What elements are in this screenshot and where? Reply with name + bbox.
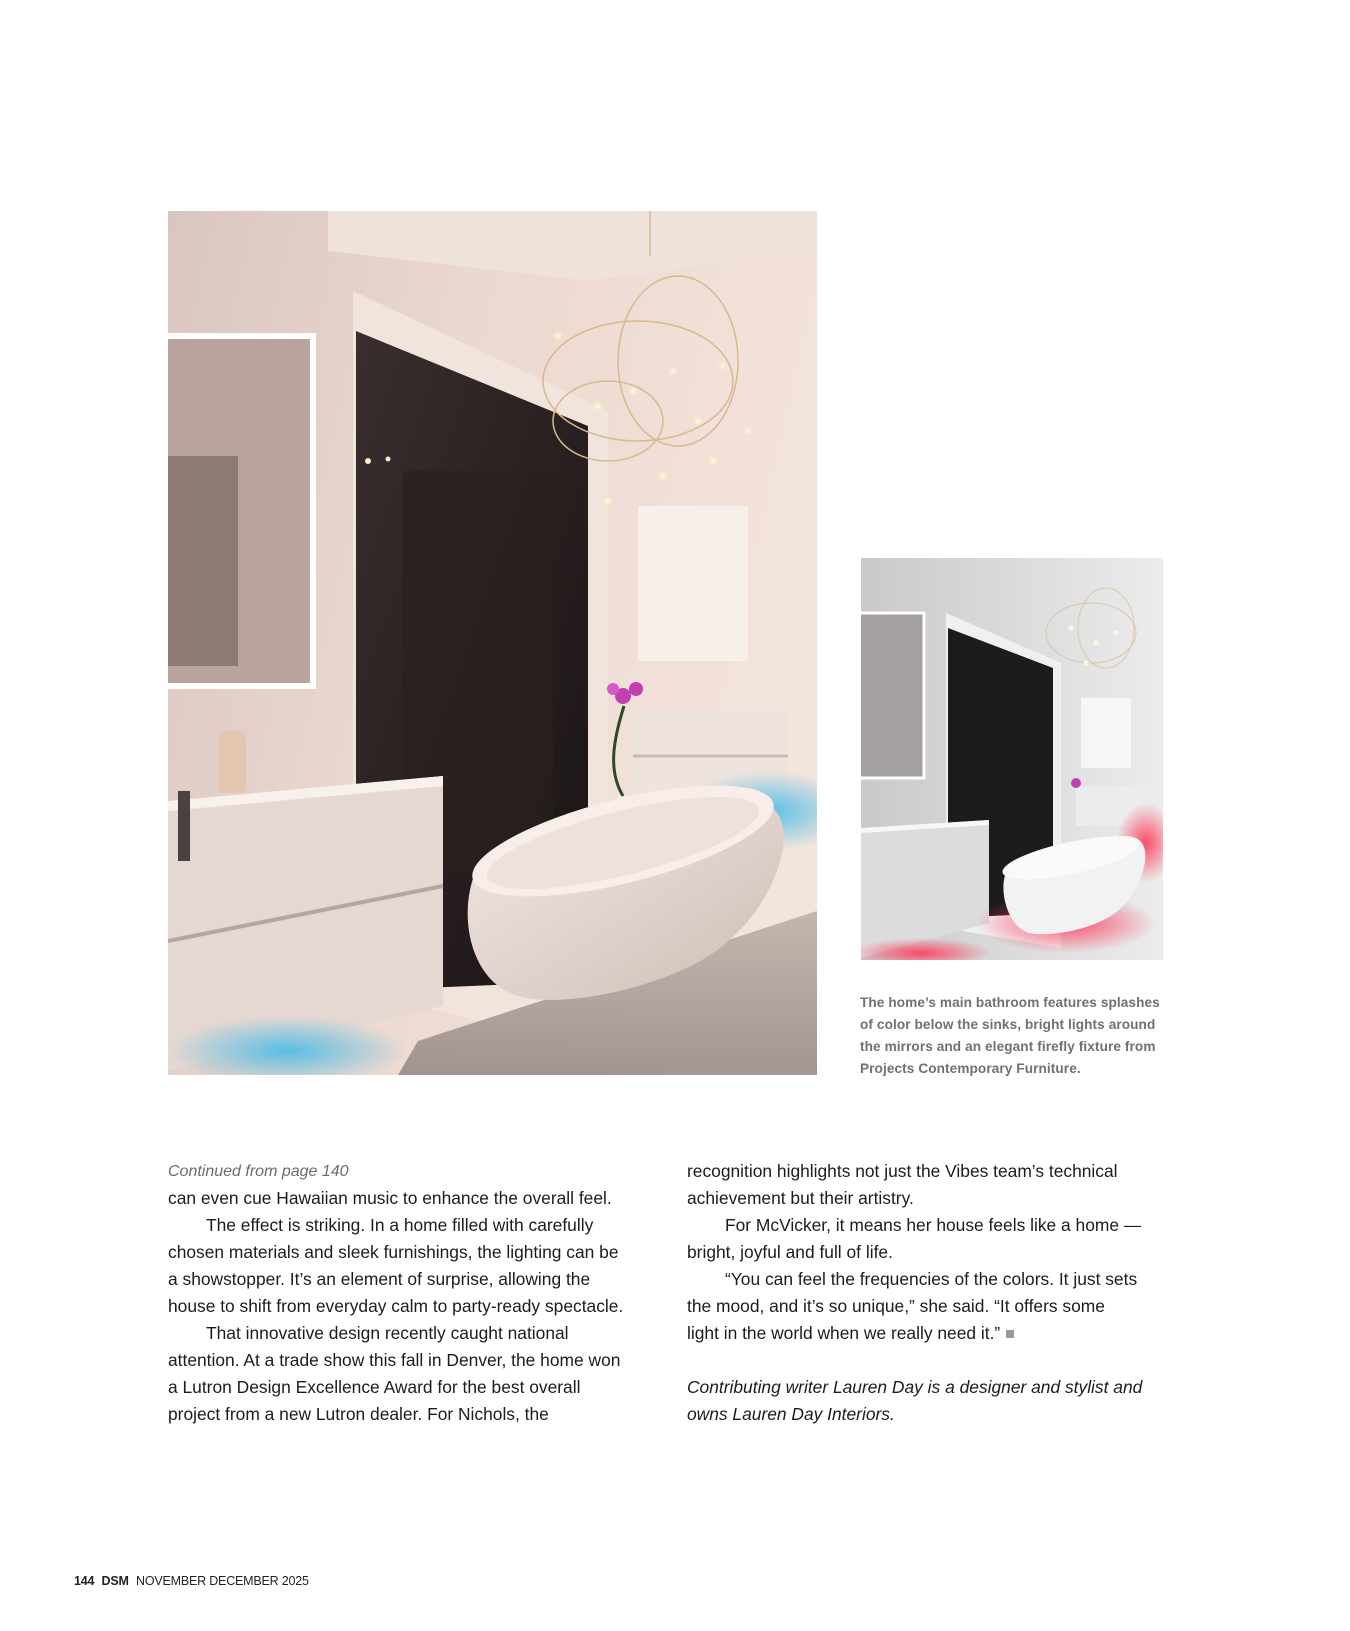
body-line-text: light in the world when we really need it.” <box>687 1323 1001 1343</box>
publication-name: DSM <box>101 1574 129 1588</box>
body-line: “You can feel the frequencies of the colors. It just sets <box>725 1269 1138 1289</box>
issue-date: NOVEMBER DECEMBER 2025 <box>136 1574 309 1588</box>
page-number: 144 <box>74 1574 95 1588</box>
body-line: a showstopper. It’s an element of surprise, allowing the <box>168 1269 591 1289</box>
caption-line: The home’s main bathroom features splashes <box>860 995 1160 1010</box>
body-line: a Lutron Design Excellence Award for the best overall <box>168 1377 581 1397</box>
photo-caption <box>860 992 1170 1080</box>
caption-line: the mirrors and an elegant firefly fixture from <box>860 1039 1156 1054</box>
caption-line: Projects Contemporary Furniture. <box>860 1061 1081 1076</box>
body-line: The effect is striking. In a home filled with carefully <box>206 1215 594 1235</box>
body-line: achievement but their artistry. <box>687 1188 914 1208</box>
body-line: can even cue Hawaiian music to enhance the overall feel. <box>168 1188 612 1208</box>
body-line: recognition highlights not just the Vibes team’s technical <box>687 1161 1118 1181</box>
article-column-right <box>687 1158 1177 1428</box>
body-line: That innovative design recently caught national <box>206 1323 569 1343</box>
bathroom-photo-main <box>168 211 817 1075</box>
author-credit: owns Lauren Day Interiors. <box>687 1404 895 1424</box>
body-line: For McVicker, it means her house feels like a home — <box>725 1215 1142 1235</box>
body-line-last <box>687 1320 1177 1347</box>
caption-line: of color below the sinks, bright lights around <box>860 1017 1156 1032</box>
page-footer <box>74 1574 309 1588</box>
body-line: bright, joyful and full of life. <box>687 1242 893 1262</box>
body-line: chosen materials and sleek furnishings, the lighting can be <box>168 1242 619 1262</box>
author-credit: Contributing writer Lauren Day is a designer and stylist and <box>687 1377 1143 1397</box>
body-line: house to shift from everyday calm to party-ready spectacle. <box>168 1296 624 1316</box>
bathroom-photo-small <box>861 558 1163 960</box>
body-line: attention. At a trade show this fall in Denver, the home won <box>168 1350 621 1370</box>
end-mark-icon <box>1006 1330 1014 1338</box>
body-line: project from a new Lutron dealer. For Nichols, the <box>168 1404 549 1424</box>
article-column-left <box>168 1158 658 1428</box>
body-line: the mood, and it’s so unique,” she said. “It offers some <box>687 1296 1105 1316</box>
continued-note: Continued from page 140 <box>168 1163 349 1180</box>
